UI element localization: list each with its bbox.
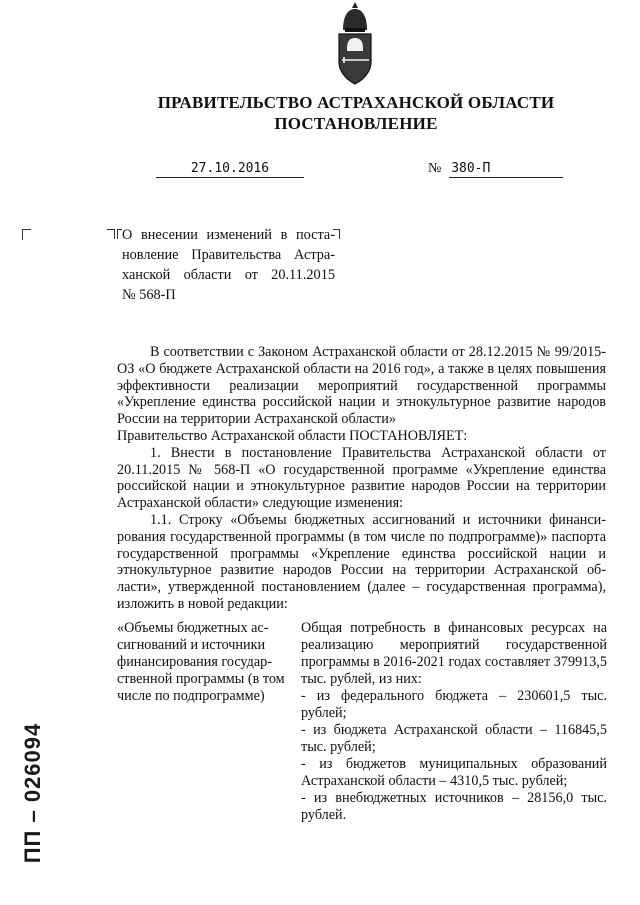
serial-number: ПП – 026094 bbox=[20, 722, 45, 864]
subject-line: О внесении изменений в поста- bbox=[122, 227, 335, 243]
funding-federal: - из федерального бюджета – 230601,5 тыс. рублей; bbox=[301, 688, 607, 721]
item-1-paragraph: 1. Внести в постановление Правительства Астраханской области от 20.11.2015 № 568-П «О государственной программе «Укрепление единства российской нации и этнокультурное развитие народов России на территории Астраханской области» следующие изменения: bbox=[117, 444, 606, 512]
funding-extrabudgetary: - из внебюджетных источников – 28156,0 тыс. рублей. bbox=[301, 790, 607, 823]
document-type-title: ПОСТАНОВЛЕНИЕ bbox=[274, 114, 438, 133]
document-date: 27.10.2016 bbox=[156, 160, 304, 178]
resolves-paragraph: Правительство Астраханской области ПОСТАНОВЛЯЕТ: bbox=[117, 427, 468, 444]
document-subject bbox=[122, 225, 335, 305]
document-number bbox=[428, 160, 566, 177]
funding-regional: - из бюджета Астраханской области – 116845,5 тыс. рублей; bbox=[301, 722, 607, 755]
funding-total: Общая потребность в финансовых ресурсах на реализацию мероприятий государственной программы в 2016-2021 годах составляет 379913,5 тыс. рублей, из них: bbox=[301, 620, 607, 687]
table-cell-value bbox=[301, 620, 607, 824]
subject-line: новление Правительства Астра- bbox=[122, 247, 335, 263]
subject-line: № 568-П bbox=[122, 287, 176, 303]
preamble-paragraph: В соответствии с Законом Астраханской области от 28.12.2015 № 99/2015-ОЗ «О бюджете Астраханской области на 2016 год», а также в целях повышения эффективности реализации мероприятий государственной программы «Укрепление единства российской нации и этнокультурное развитие народов России на территории Астраханской области» bbox=[117, 344, 606, 428]
funding-municipal: - из бюджетов муниципальных образований Астраханской области – 4310,5 тыс. рублей; bbox=[301, 756, 607, 789]
table-cell-label: «Объемы бюджетных ассигнований и источники финансирования государственной программы (в том числе по подпрограмме) bbox=[117, 620, 285, 704]
serial-stamp bbox=[15, 688, 51, 898]
item-1-1-paragraph: 1.1. Строку «Объемы бюджетных ассигнований и источники финансирования государственной программы (в том числе по подпрограмме)» паспорта государственной программы «Укрепление единства российской нации и этнокультурное развитие народов России на территории Астраханской области», утвержденной постановлением (далее – государственная программа), изложить в новой редакции: bbox=[117, 511, 606, 612]
document-body bbox=[117, 344, 606, 613]
number-sign: № bbox=[428, 161, 442, 176]
coat-of-arms-emblem bbox=[325, 0, 385, 88]
corner-mark-left bbox=[22, 229, 31, 240]
number-value: 380-П bbox=[449, 160, 563, 178]
government-name: ПРАВИТЕЛЬСТВО АСТРАХАНСКОЙ ОБЛАСТИ bbox=[157, 93, 555, 112]
corner-mark-subject-left-a bbox=[107, 229, 115, 239]
subject-line: ханской области от 20.11.2015 bbox=[122, 267, 335, 283]
